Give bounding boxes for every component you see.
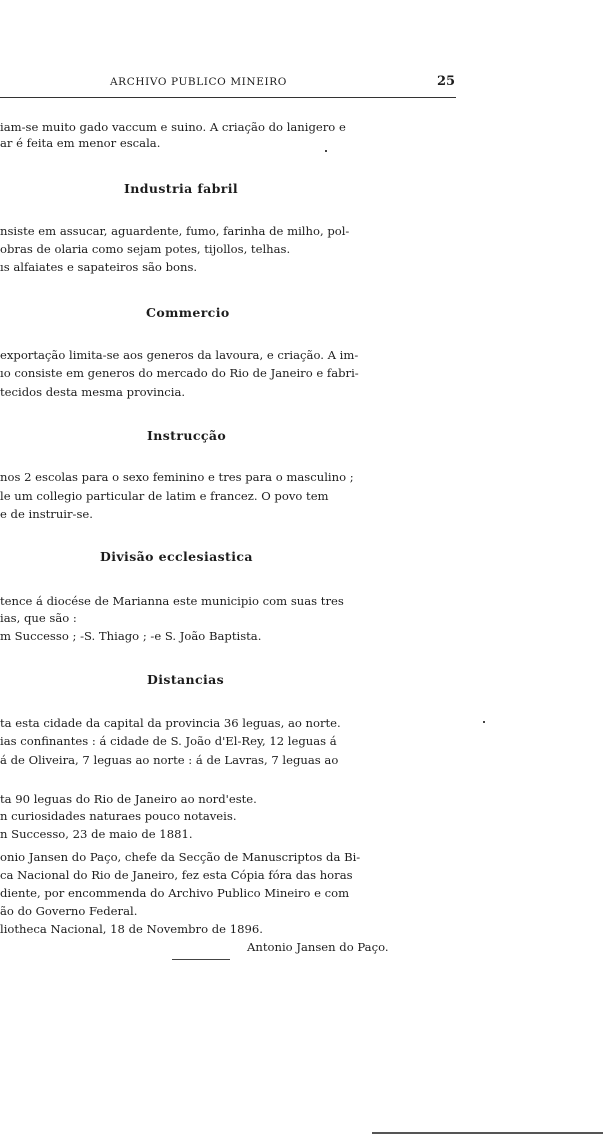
text-line: ias, que são : xyxy=(0,611,77,625)
bottom-rule xyxy=(372,1132,603,1134)
end-rule xyxy=(172,959,230,960)
text-line: n Successo, 23 de maio de 1881. xyxy=(0,827,193,841)
text-line: obras de olaria como sejam potes, tijollos, telhas. xyxy=(0,242,291,256)
text-line: onio Jansen do Paço, chefe da Secção de Manuscriptos da Bi- xyxy=(0,850,361,864)
text-line: ıs alfaiates e sapateiros são bons. xyxy=(0,260,198,274)
text-line: le um collegio particular de latim e francez. O povo tem xyxy=(0,489,329,503)
text-line: tence á diocése de Marianna este municipio com suas tres xyxy=(0,594,344,608)
running-title: ARCHIVO PUBLICO MINEIRO xyxy=(110,76,287,88)
text-line: ta 90 leguas do Rio de Janeiro ao nord'este. xyxy=(0,792,257,806)
header-rule xyxy=(0,97,456,98)
page-header xyxy=(0,74,456,92)
text-line: e de instruir-se. xyxy=(0,507,93,521)
text-line: ca Nacional do Rio de Janeiro, fez esta Cópia fóra das horas xyxy=(0,868,353,882)
section-heading-commercio: Commercio xyxy=(146,305,230,320)
text-line: ta esta cidade da capital da provincia 36 leguas, ao norte. xyxy=(0,716,341,730)
section-heading-divisao-ecclesiastica: Divisão ecclesiastica xyxy=(100,549,253,564)
text-line: diente, por encommenda do Archivo Publico Mineiro e com xyxy=(0,886,350,900)
text-line: n curiosidades naturaes pouco notaveis. xyxy=(0,809,237,823)
print-speck xyxy=(483,721,485,723)
text-line: ão do Governo Federal. xyxy=(0,904,138,918)
text-line: exportação limita-se aos generos da lavoura, e criação. A im- xyxy=(0,348,359,362)
text-line: tecidos desta mesma provincia. xyxy=(0,385,186,399)
section-heading-industria-fabril: Industria fabril xyxy=(124,181,239,196)
section-heading-instruccao: Instrucção xyxy=(147,428,227,443)
text-line: ar é feita em menor escala. xyxy=(0,136,161,150)
print-speck xyxy=(325,150,327,152)
text-line: iam-se muito gado vaccum e suino. A criação do lanigero e xyxy=(0,120,346,134)
text-line: ıo consiste em generos do mercado do Rio de Janeiro e fabri- xyxy=(0,366,359,380)
text-line: liotheca Nacional, 18 de Novembro de 1896. xyxy=(0,922,263,936)
signature: Antonio Jansen do Paço. xyxy=(247,940,389,954)
page-number: 25 xyxy=(437,74,456,89)
text-line: á de Oliveira, 7 leguas ao norte : á de Lavras, 7 leguas ao xyxy=(0,753,339,767)
text-line: ias confinantes : á cidade de S. João d'El-Rey, 12 leguas á xyxy=(0,734,337,748)
section-heading-distancias: Distancias xyxy=(147,672,225,687)
text-line: nos 2 escolas para o sexo feminino e tres para o masculino ; xyxy=(0,470,354,484)
text-line: m Successo ; -S. Thiago ; -e S. João Baptista. xyxy=(0,629,262,643)
text-line: nsiste em assucar, aguardente, fumo, farinha de milho, pol- xyxy=(0,224,350,238)
